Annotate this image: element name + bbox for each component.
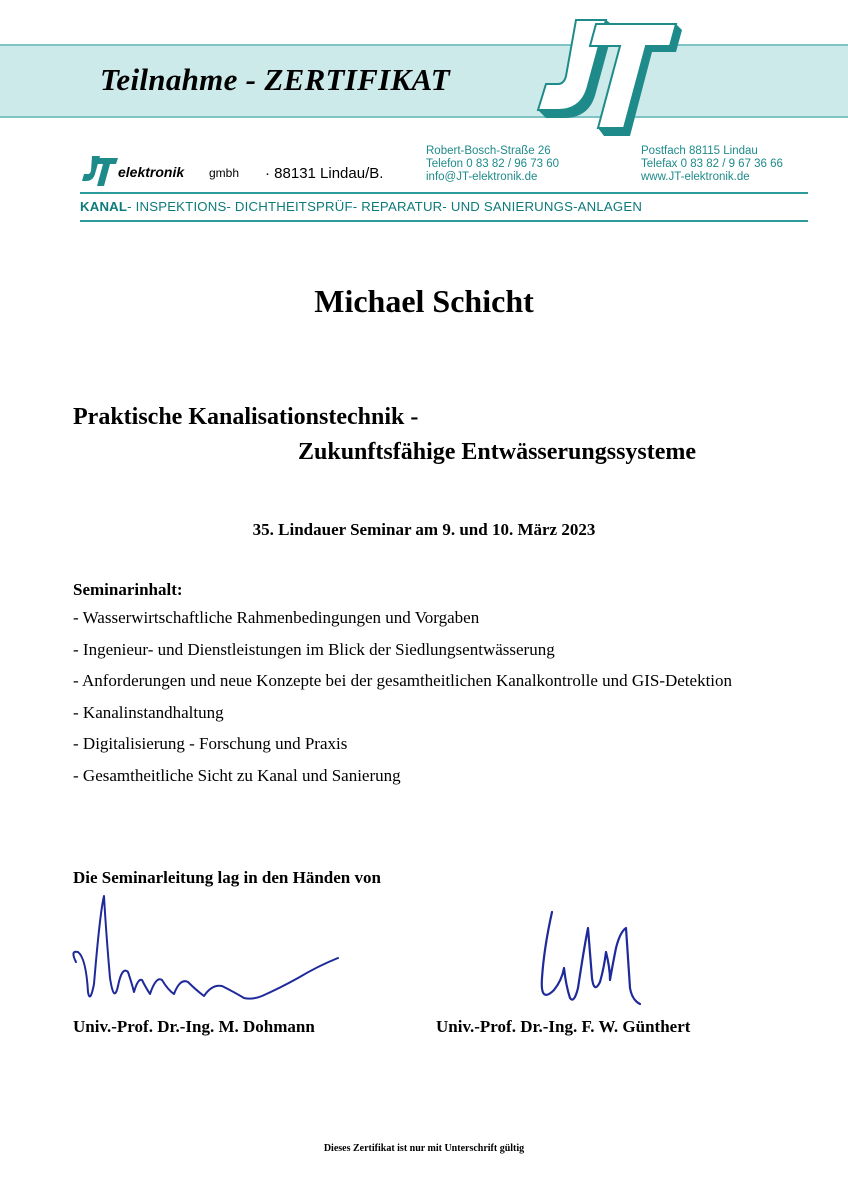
course-title-line2: Zukunftsfähige Entwässerungssysteme xyxy=(298,439,697,465)
tagline-lead: KANAL xyxy=(80,199,128,214)
address-street: Robert-Bosch-Straße 26 xyxy=(426,145,551,157)
tagline-rest: - INSPEKTIONS- DICHTHEITSPRÜF- REPARATUR- UND SANIERUNGS-ANLAGEN xyxy=(127,199,643,214)
participant-name: Michael Schicht xyxy=(314,283,534,319)
jt-logo-icon xyxy=(536,18,682,142)
list-item: - Kanalinstandhaltung xyxy=(73,702,224,722)
address-phone: Telefon 0 83 82 / 96 73 60 xyxy=(426,158,559,170)
company-city: · 88131 Lindau/B. xyxy=(265,165,384,182)
address-block-right xyxy=(641,145,783,184)
validity-note: Dieses Zertifikat ist nur mit Unterschrift gültig xyxy=(323,1143,525,1154)
signer-guenthert: Univ.-Prof. Dr.-Ing. F. W. Günthert xyxy=(436,1017,691,1036)
list-item: - Ingenieur- und Dienstleistungen im Blick der Siedlungsentwässerung xyxy=(73,639,555,659)
address-web: www.JT-elektronik.de xyxy=(641,171,750,183)
address-fax: Telefax 0 83 82 / 9 67 36 66 xyxy=(641,158,783,170)
certificate-title: Teilnahme - ZERTIFIKAT xyxy=(100,62,450,97)
content-list xyxy=(73,608,773,797)
jt-small-logo-icon xyxy=(82,154,118,188)
company-tagline xyxy=(80,199,808,214)
header-rule-bottom xyxy=(80,220,808,222)
content-heading: Seminarinhalt: xyxy=(73,580,183,599)
company-suffix: gmbh xyxy=(209,166,240,180)
list-item: - Gesamtheitliche Sicht zu Kanal und Sanierung xyxy=(73,765,401,785)
list-item: - Digitalisierung - Forschung und Praxis xyxy=(73,734,348,753)
seminar-date: 35. Lindauer Seminar am 9. und 10. März 2023 xyxy=(252,520,596,539)
leaders-intro: Die Seminarleitung lag in den Händen von xyxy=(73,868,381,887)
address-postbox: Postfach 88115 Lindau xyxy=(641,145,758,157)
list-item: - Anforderungen und neue Konzepte bei der gesamtheitlichen Kanalkontrolle und GIS-Detektion xyxy=(73,671,733,690)
address-email: info@JT-elektronik.de xyxy=(426,171,538,183)
course-title-line1: Praktische Kanalisationstechnik - xyxy=(73,404,419,430)
header-rule-top xyxy=(80,192,808,194)
signature-dohmann-icon xyxy=(66,892,346,1012)
signature-guenthert-icon xyxy=(530,908,660,1008)
signer-dohmann: Univ.-Prof. Dr.-Ing. M. Dohmann xyxy=(73,1017,315,1036)
address-block-left xyxy=(426,145,559,184)
company-name: elektronik xyxy=(118,164,185,180)
list-item: - Wasserwirtschaftliche Rahmenbedingungen und Vorgaben xyxy=(73,608,480,627)
